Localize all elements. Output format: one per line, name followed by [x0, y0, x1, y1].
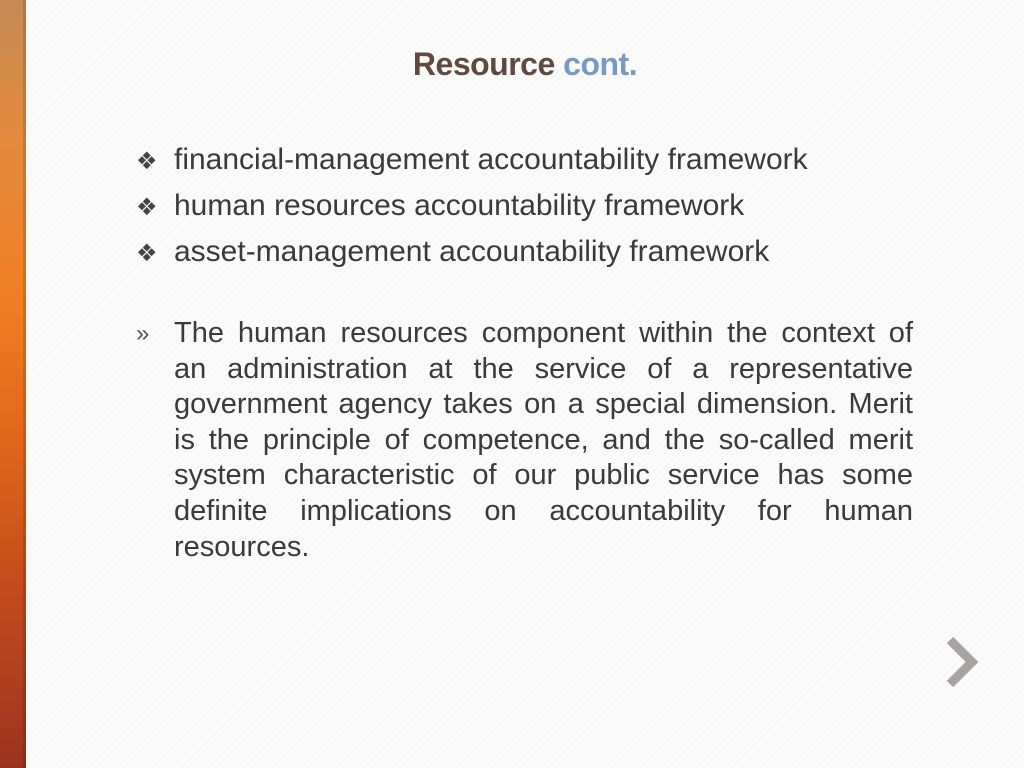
diamond-bullet-icon: ❖ — [136, 240, 158, 267]
bullet-text: financial-management accountability framework — [174, 143, 808, 176]
paragraph-text: The human resources component within the context of an administration at the service of a representative government agency takes on a special dimension. Merit is the principle of competence, and the so-called merit system characteristic of our public service has some definite implications on accountability for human resources. — [174, 317, 913, 563]
bullet-list — [136, 138, 936, 276]
slide-title — [26, 42, 1024, 86]
diamond-bullet-icon: ❖ — [136, 148, 158, 175]
bullet-text: asset-management accountability framework — [174, 235, 770, 268]
left-accent-bar — [0, 0, 26, 768]
chevron-right-icon[interactable] — [938, 632, 982, 692]
title-main: Resource — [412, 46, 555, 82]
title-accent: cont. — [563, 46, 638, 82]
double-chevron-bullet-icon: » — [136, 320, 150, 347]
bullet-item — [136, 184, 936, 230]
bullet-item — [136, 230, 936, 276]
bullet-text: human resources accountability framework — [174, 189, 745, 222]
body-paragraph — [136, 316, 913, 565]
diamond-bullet-icon: ❖ — [136, 194, 158, 221]
bullet-item — [136, 138, 936, 184]
